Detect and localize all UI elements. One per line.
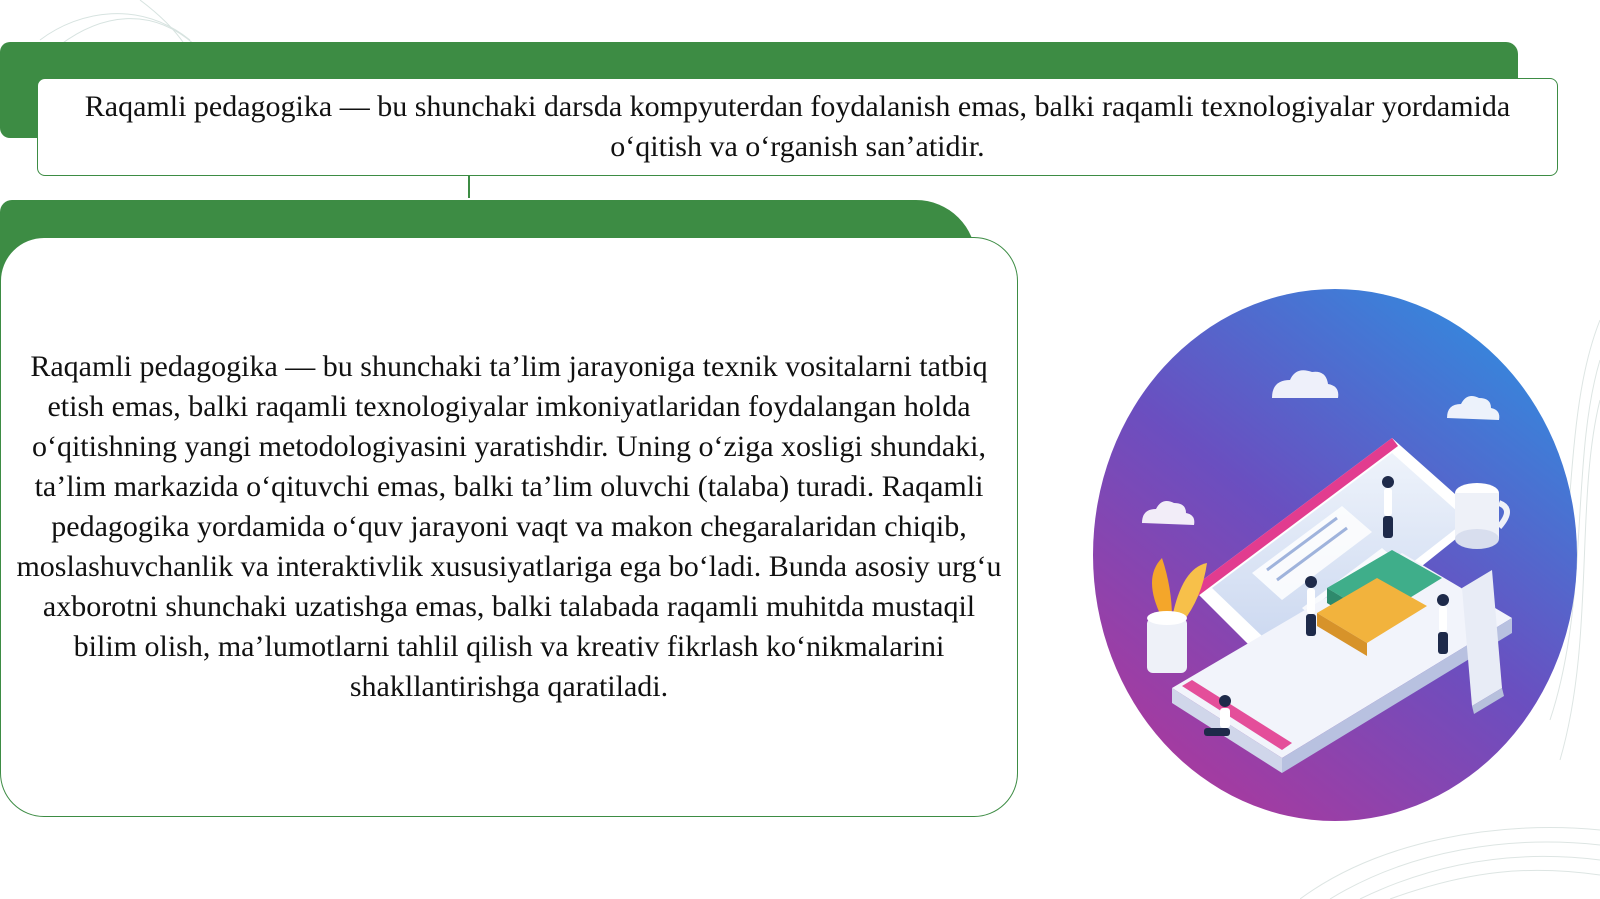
digital-learning-illustration-icon — [1092, 288, 1579, 823]
header-text: Raqamli pedagogika — bu shunchaki darsda kompyuterdan foydalanish emas, balki raqamli texnologiyalar yordamida o‘qitish va o‘rganish san’atidir. — [84, 90, 1511, 163]
body-text: Raqamli pedagogika — bu shunchaki ta’lim jarayoniga texnik vositalarni tatbiq etish emas, balki raqamli texnologiyalar imkoniyatlaridan foydalangan holda o‘qitishning yangi metodologiyasini yaratishdir. Uning o‘ziga xosligi shundaki, ta’lim markazida o‘qituvchi emas, balki ta’lim oluvchi (talaba) turadi. Raqamli pedagogika yordamida o‘quv jarayoni vaqt va makon chegaralaridan chiqib, moslashuvchanlik va interaktivlik xususiyatlariga ega bo‘ladi. Bunda asosiy urg‘u axborotni shunchaki uzatishga emas, balki talabada raqamli muhitda mustaqil bilim olish, ma’lumotlarni tahlil qilish va kreativ fikrlash ko‘nikmalarini shakllantirishga qaratiladi. — [16, 350, 1002, 703]
body-textbox — [0, 237, 1018, 817]
connector-line — [468, 176, 470, 198]
header-textbox — [37, 78, 1558, 176]
